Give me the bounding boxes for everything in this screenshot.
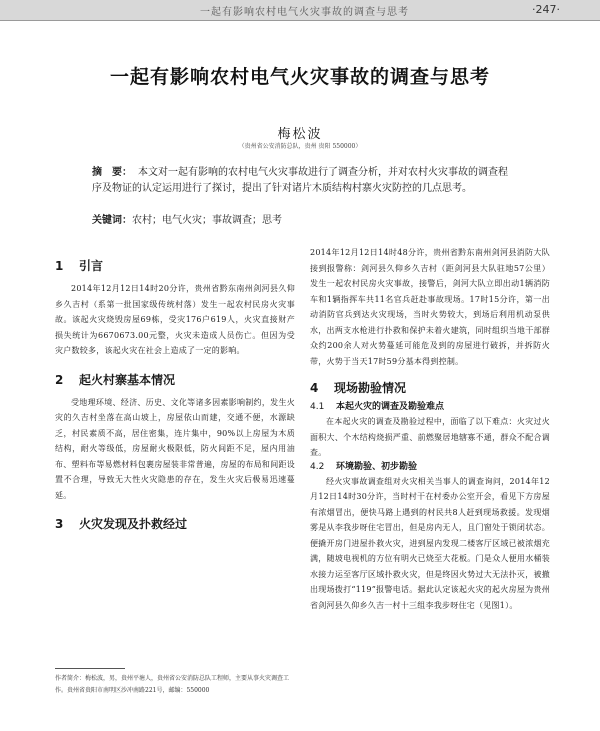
right-column bbox=[310, 245, 550, 613]
abstract bbox=[92, 165, 512, 197]
section-1-title: 引言 bbox=[79, 259, 104, 273]
abstract-label: 摘 要： bbox=[92, 167, 132, 178]
keywords-label: 关键词： bbox=[92, 215, 132, 226]
keywords-text: 农村；电气火灾；事故调查；思考 bbox=[132, 215, 282, 226]
section-4-heading bbox=[310, 379, 550, 397]
subsection-4-1-paragraph: 在本起火灾的调查及勘验过程中，面临了以下难点：火灾过火面积大、个木结构烧损严重、前燃聚居地辖寡不通，群众不配合调查。 bbox=[310, 417, 550, 457]
subsection-4-1-heading bbox=[310, 401, 550, 414]
section-1-paragraph: 2014年12月12日14时20分许，贵州省黔东南州剑河县久仰乡久吉村（系第一批国家级传统村落）发生一起农村民房火灾事故。该起火灾烧毁房屋69栋，受灾176户619人，火灾直接财产损失统计为6670673.00元整，火灾未造成人员伤亡。但因为受灾户数较多，该起火灾在社会上造成了一定的影响。 bbox=[55, 284, 295, 355]
subsection-4-2-paragraph: 经火灾事故调查组对火灾相关当事人的调查询问，2014年12月12日14时30分许，当时村干在村委办公室开会，看见下方房屋有浓烟冒出，便快马路上遇到的村民共8人赶到现场救援。发现烟雾是从李我步呀住宅冒出，但是房内无人，且门窗处于锁闭状态。便撬开房门进屋扑救火灾，进到屋内发现二楼客厅区域已被浓烟充满，随坡电视机的方位有明火已烧至大花板。门是众人便用水桶装水接力运至客厅区域扑救火灾，但是终因火势过大无法扑灭，被撤出现场拨打“119”报警电话。据此认定该起火灾的起火房屋为贵州省剑河县久仰乡久吉一村十三组李我步呀住宅（见图1）。 bbox=[310, 476, 550, 610]
subsection-4-2-number: 4.2 bbox=[310, 461, 325, 472]
section-4-title: 现场勘验情况 bbox=[334, 381, 407, 395]
section-2-paragraph: 受地理环境、经济、历史、文化等诸多因素影响制约，发生火灾的久吉村坐落在高山坡上，房屋依山而建，交通不便，水源缺乏，村民素质不高，居住密集，连片集中，90%以上房屋为木质结构，耐火等级低，房屋耐火极限低，防火间距不足，屋内用油布、塑料布等易燃材料包裹房屋装非常普遍，房屋的布局和间距设置不合理，导致无大性火灾隐患的存在，发生火灾后极易迅速蔓延。 bbox=[55, 397, 295, 500]
running-header bbox=[0, 0, 600, 21]
author-footnote: 作者简介：梅松波，男，贵州平塘人，贵州省公安消防总队工程师，主要从事火灾调查工作。贵州省贵阳市南明区沙冲南路221号，邮编：550000 bbox=[55, 675, 290, 694]
abstract-text: 本文对一起有影响的农村电气火灾事故进行了调查分析，并对农村火灾事故的调查程序及物证的认定运用进行了探讨，提出了针对诸片木质结构村寨火灾防控的几点思考。 bbox=[92, 167, 508, 194]
section-1-heading bbox=[55, 257, 295, 275]
section-3-heading bbox=[55, 515, 295, 533]
section-4-number: 4 bbox=[310, 381, 319, 395]
subsection-4-2-heading bbox=[310, 461, 550, 474]
subsection-4-1-title: 本起火灾的调查及勘验难点 bbox=[336, 402, 445, 412]
subsection-4-1-number: 4.1 bbox=[310, 402, 325, 412]
subsection-4-2-title: 环境勘验、初步勘验 bbox=[336, 461, 418, 472]
section-3-title: 火灾发现及扑救经过 bbox=[79, 517, 188, 531]
author-name: 梅松波 bbox=[277, 127, 323, 142]
footnote-divider bbox=[55, 668, 125, 669]
keywords bbox=[92, 214, 512, 228]
left-column bbox=[55, 257, 295, 539]
page-number: ·247· bbox=[532, 3, 560, 16]
article-title: 一起有影响农村电气火灾事故的调查与思考 bbox=[109, 66, 490, 88]
running-title: 一起有影响农村电气火灾事故的调查与思考 bbox=[200, 7, 409, 18]
section-2-title: 起火村寨基本情况 bbox=[79, 372, 176, 387]
section-2-number: 2 bbox=[55, 372, 64, 387]
section-2-heading bbox=[55, 371, 295, 389]
section-1-number: 1 bbox=[55, 259, 64, 273]
author-affiliation: （贵州省公安消防总队，贵州 贵阳 550000） bbox=[238, 143, 362, 150]
section-3-number: 3 bbox=[55, 517, 64, 531]
section-3-paragraph: 2014年12月12日14时48分许，贵州省黔东南州剑河县消防大队接到报警称：剑河县久仰乡久吉村（距剑河县大队驻地57公里）发生一起农村民房火灾事故，接警后，剑河大队立即出动1辆消防车和1辆指挥车共11名官兵赶赴事故现场。17时15分许，第一出动消防官兵到达火灾现场，当时火势较大，到场后利用机动泵供水，出两支水枪进行扑救和保护未着火建筑，同时组织当地干部群众约200余人对火势蔓延可能危及到的房屋进行破拆，并拆防火带，火势于当天17时59分基本得到控制。 bbox=[310, 248, 550, 366]
